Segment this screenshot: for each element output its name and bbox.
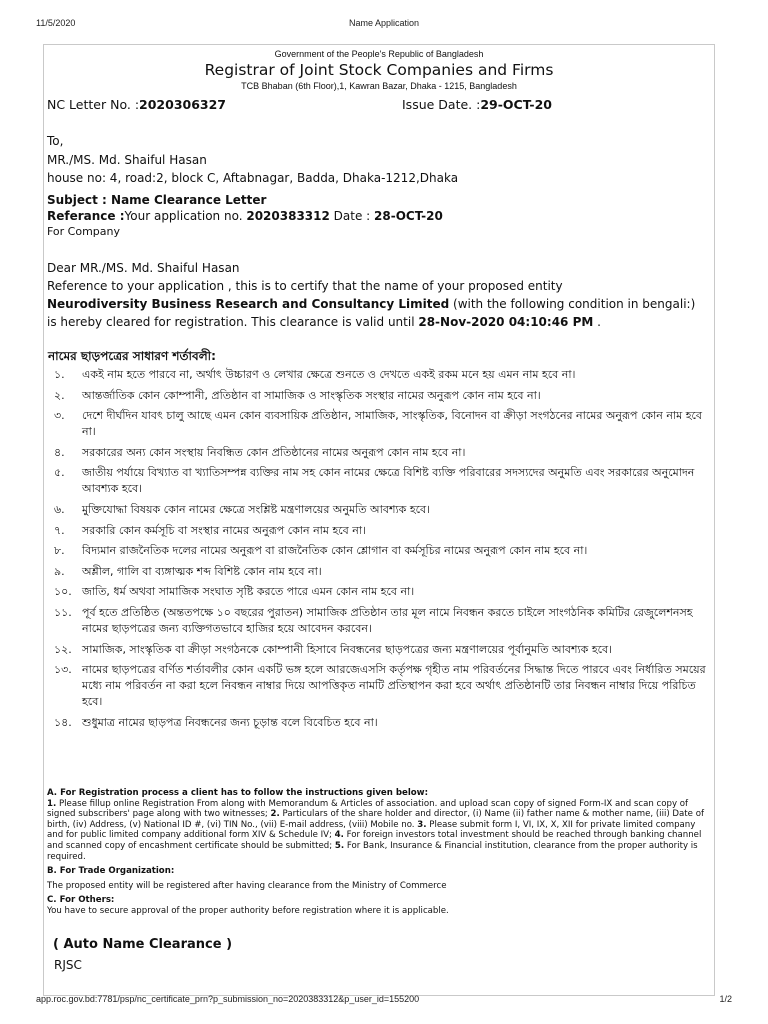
conditions-title: নামের ছাড়পত্রের সাধারণ শর্তাবলী: (48, 349, 216, 363)
reference-text: Your application no. (124, 209, 247, 223)
instructions-c-text: You have to secure approval of the proper authority before registration where it is applicable. (47, 905, 449, 916)
condition-item (46, 642, 712, 658)
condition-item (46, 502, 712, 518)
instructions (47, 788, 712, 921)
condition-text: জাতীয় পর্যায়ে বিখ্যাত বা খ্যাতিসম্পন্ন ব্যক্তির নাম সহ কোন নামের ক্ষেত্রে বিশিষ্ট ব্যক্তি পরিবারের সদস্যদের অনুমতি এবং সরকারের অনুমোদন আবশ্যক হবে। (82, 466, 695, 496)
condition-item (46, 523, 712, 539)
condition-number: ৬. (54, 502, 65, 516)
certificate (43, 44, 715, 996)
valid-until: 28-Nov-2020 04:10:46 PM (418, 315, 594, 329)
instructions-b-header: B. For Trade Organization: (47, 866, 175, 877)
print-date: 11/5/2020 (36, 18, 76, 28)
nc-label: NC Letter No. : (47, 97, 140, 112)
government-line: Government of the People's Republic of Bangladesh (274, 49, 484, 59)
instructions-c (47, 895, 712, 916)
condition-text: বিদ্যমান রাজনৈতিক দলের নামের অনুরূপ বা রাজনৈতিক কোন শ্লোগান বা কর্মসূচির নামের অনুরূপ কোন নাম হবে না। (82, 544, 588, 558)
body-text-1: Reference to your application , this is to certify that the name of your proposed entity (47, 279, 563, 293)
condition-number: ৪. (54, 445, 65, 459)
nc-number: 2020306327 (139, 97, 227, 112)
instruction-text: For Bank, Insurance & Financial institution, clearance from the proper authority is required. (47, 840, 698, 862)
item-number: 3. (417, 819, 427, 830)
item-number: 5. (334, 840, 345, 851)
condition-item (46, 367, 712, 383)
condition-item (46, 388, 712, 404)
print-url: app.roc.gov.bd:7781/psp/nc_certificate_prn?p_submission_no=2020383312&p_user_id=155200 (36, 994, 420, 1004)
issue-date (402, 97, 552, 112)
recipient-name: MR./MS. Md. Shaiful Hasan (47, 152, 207, 167)
condition-item (46, 662, 712, 710)
instruction-text: For foreign investors total investment should be reached through banking channel and scanned copy of encashment certificate should be submitted; (47, 830, 702, 851)
condition-item (46, 465, 712, 497)
print-header (36, 18, 732, 32)
auto-name-clearance: ( Auto Name Clearance ) (53, 937, 233, 952)
recipient-block (47, 132, 458, 188)
condition-text: সামাজিক, সাংস্কৃতিক বা ক্রীড়া সংগঠনকে কোম্পানী হিসাবে নিবন্ধনের ছাড়পত্রের জন্য মন্ত্রণালয়ের পূর্বানুমতি আবশ্যক হবে। (82, 642, 613, 656)
condition-number: ১১. (54, 605, 72, 619)
condition-item (46, 564, 712, 580)
for-company: For Company (47, 225, 121, 238)
instruction-text: Please submit form I, VI, IX, X, XII for private limited company and for public limited company additional form XIV & Schedule IV; (47, 819, 696, 841)
condition-item (46, 543, 712, 559)
instructions-a-header: A. For Registration process a client has to follow the instructions given below: (47, 788, 429, 798)
condition-text: জাতি, ধর্ম অথবা সামাজিক সংঘাত সৃষ্টি করতে পারে এমন কোন নাম হবে না। (82, 585, 415, 599)
condition-item (46, 408, 712, 440)
item-number: 2. (270, 809, 280, 820)
print-title: Name Application (348, 18, 420, 28)
condition-text: নামের ছাড়পত্রের বর্ণিত শর্তাবলীর কোন একটি ভঙ্গ হলে আরজেএসসি কর্তৃপক্ষ গৃহীত নাম পরিবর্তনের সিদ্ধান্ত দিতে পারবে এবং নির্ধারিত সময়ের মধ্যে নাম পরিবর্তন না করা হলে নিবন্ধন নাম্বার দিয়ে আপত্তিকৃত নামটি প্রতিস্থাপন করা হবে অর্থাৎ প্রতিষ্ঠানটি তার নিবন্ধন নাম্বার দিয়ে পরিচিত হবে। (82, 663, 706, 709)
condition-number: ১০. (54, 585, 72, 599)
condition-number: ৯. (54, 564, 65, 578)
condition-text: পূর্ব হতে প্রতিষ্ঠিত (অন্ততপক্ষে ১০ বছরের পুরাতন) সামাজিক প্রতিষ্ঠান তার মূল নামে নিবন্ধন করতে চাইলে সাংগঠনিক কমিটির রেজুলেশনসহ নামের ছাড়পত্রের জন্য ব্যক্তিগতভাবে হাজির হয়ে আবেদন করবেন। (82, 605, 693, 635)
rjsc-signature: RJSC (54, 958, 82, 972)
conditions-list (46, 367, 712, 735)
condition-item (46, 715, 712, 731)
salutation: Dear MR./MS. Md. Shaiful Hasan (47, 261, 240, 275)
condition-number: ৭. (54, 523, 65, 537)
condition-number: ১৪. (54, 715, 72, 729)
condition-number: ৫. (54, 466, 65, 480)
body-text-2: (with the following condition in bengali:) is hereby cleared for registration. This clearance is valid until (47, 297, 696, 329)
subject-block (47, 192, 443, 240)
date-label: Date : (329, 209, 375, 223)
condition-number: ৮. (54, 544, 65, 558)
instructions-b (47, 866, 712, 877)
condition-text: অশ্লীল, গালি বা ব্যঙ্গাত্মক শব্দ বিশিষ্ট কোন নাম হবে না। (82, 564, 322, 578)
registrar-address: TCB Bhaban (6th Floor),1, Kawran Bazar, Dhaka - 1215, Bangladesh (241, 81, 517, 91)
letter-body (47, 259, 707, 331)
application-date: 28-OCT-20 (374, 209, 443, 223)
item-number: 1. (47, 798, 57, 809)
instruction-text: Please fillup online Registration From along with Memorandum & Articles of association. and upload scan copy of signed Form-IX and scan copy of signed subscribers' page along with two witnesses; (47, 798, 689, 820)
condition-text: সরকারি কোন কর্মসূচি বা সংস্থার নামের অনুরূপ কোন নাম হবে না। (82, 523, 366, 537)
recipient-address: house no: 4, road:2, block C, Aftabnagar, Badda, Dhaka-1212,Dhaka (47, 171, 459, 185)
condition-item (46, 584, 712, 600)
condition-text: শুধুমাত্র নামের ছাড়পত্র নিবন্ধনের জন্য চূড়ান্ত বলে বিবেচিত হবে না। (82, 715, 378, 729)
condition-text: দেশে দীর্ঘদিন যাবৎ চালু আছে এমন কোন ব্যবসায়িক প্রতিষ্ঠান, সামাজিক, সাংস্কৃতিক, বিনোদন বা ক্রীড়া সংগঠনের নামের অনুরূপ কোন নাম হবে না। (82, 409, 703, 439)
nc-letter (47, 97, 226, 112)
condition-item (46, 605, 712, 637)
issue-date-value: 29-OCT-20 (480, 97, 552, 112)
page-number: 1/2 (719, 994, 732, 1004)
instructions-b-text: The proposed entity will be registered after having clearance from the Ministry of Commerce (47, 880, 447, 891)
instructions-c-header: C. For Others: (47, 895, 115, 906)
condition-text: একই নাম হতে পারবে না, অর্থাৎ উচ্চারণ ও লেখার ক্ষেত্রে শুনতে ও দেখতে একই রকম মনে হয় এমন নাম হবে না। (82, 368, 576, 381)
nc-line (47, 97, 711, 115)
clearance-paragraph (47, 277, 707, 331)
condition-number: ৩. (54, 409, 65, 423)
registrar-title: Registrar of Joint Stock Companies and Firms (204, 61, 554, 79)
condition-item (46, 445, 712, 461)
issue-label: Issue Date. : (402, 97, 481, 112)
item-number: 4. (334, 830, 344, 841)
condition-text: আন্তর্জাতিক কোন কোম্পানী, প্রতিষ্ঠান বা সামাজিক ও সাংস্কৃতিক সংস্থার নামের অনুরূপ কোন নাম হবে না। (82, 388, 541, 402)
condition-text: মুক্তিযোদ্ধা বিষয়ক কোন নামের ক্ষেত্রে সংশ্লিষ্ট মন্ত্রণালয়ের অনুমতি আবশ্যক হবে। (82, 502, 431, 516)
reference-label: Referance : (47, 209, 125, 223)
to-label: To, (47, 134, 64, 148)
body-text-3: . (593, 315, 601, 329)
instructions-a (47, 788, 712, 862)
instruction-text: Particulars of the share holder and director, (i) Name (ii) father name & mother name, (iii) Date of birth, (iv) Address, (v) National ID #, (vi) TIN No., (vii) E-mail address, (viii) Mobile no. (47, 809, 704, 830)
print-footer (36, 994, 732, 1008)
condition-number: ২. (54, 388, 65, 402)
reference-line (47, 208, 443, 224)
condition-text: সরকারের অন্য কোন সংস্থায় নিবন্ধিত কোন প্রতিষ্ঠানের নামের অনুরূপ কোন নাম হবে না। (82, 445, 466, 459)
condition-number: ১২. (54, 642, 72, 656)
subject-line: Subject : Name Clearance Letter (47, 193, 267, 207)
condition-number: ১৩. (54, 663, 72, 677)
application-number: 2020383312 (246, 209, 330, 223)
entity-name: Neurodiversity Business Research and Consultancy Limited (47, 297, 450, 311)
condition-number: ১. (54, 368, 65, 381)
